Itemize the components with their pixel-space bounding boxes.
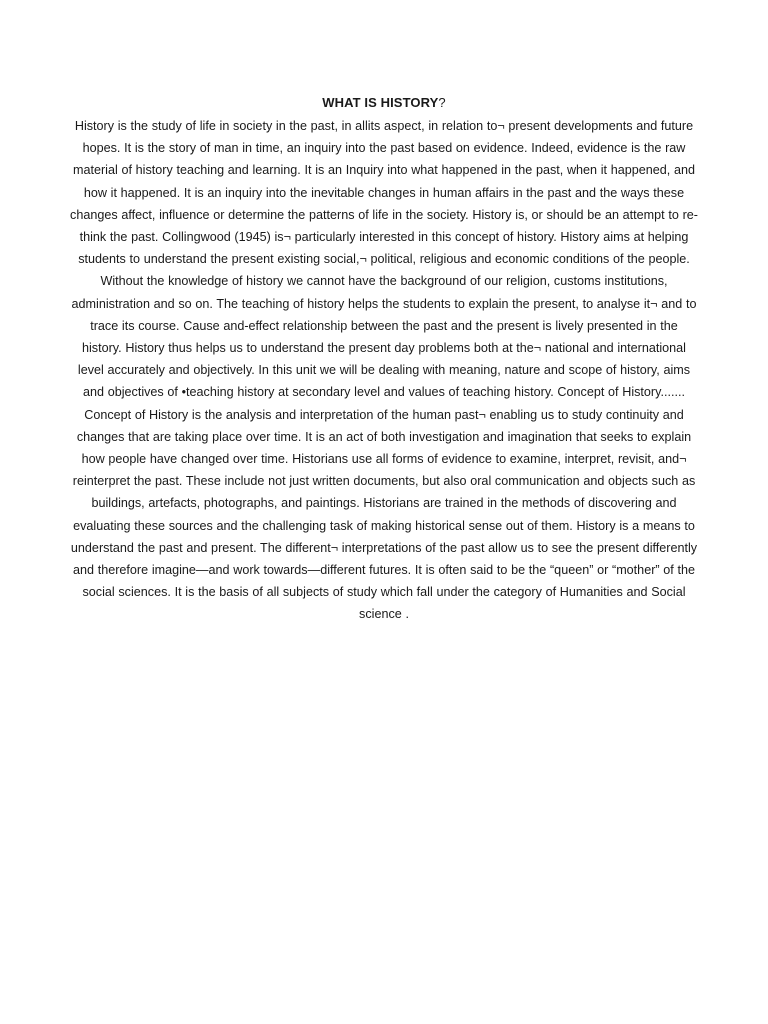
body-paragraph: History is the study of life in society in the past, in allits aspect, in relation to¬ present developments and future hopes. It is the story of man in time, an inquiry into the past based on evidence. Indeed, evidence is the raw material of history teaching and learning. It is an Inquiry into what happened in the past, when it happened, and how it happened. It is an inquiry into the inevitable changes in human affairs in the past and the ways these changes affect, influence or determine the patterns of life in the society. History is, or should be an attempt to re-think the past. Collingwood (1945) is¬ particularly interested in this concept of history. History aims at helping students to understand the present existing social,¬ political, religious and economic conditions of the people. Without the knowledge of history we cannot have the background of our religion, customs institutions, administration and so on. The teaching of history helps the students to explain the present, to analyse it¬ and to trace its course. Cause and-effect relationship between the past and the present is lively presented in the history. History thus helps us to understand the present day problems both at the¬ national and international level accurately and objectively. In this unit we will be dealing with meaning, nature and scope of history, aims and objectives of •teaching history at secondary level and values of teaching history. Concept of History....... Concept of History is the analysis and interpretation of the human past¬ enabling us to study continuity and changes that are taking place over time. It is an act of both investigation and imagination that seeks to explain how people have changed over time. Historians use all forms of evidence to examine, interpret, revisit, and¬ reinterpret the past. These include not just written documents, but also oral communication and objects such as buildings, artefacts, photographs, and paintings. Historians are trained in the methods of discovering and evaluating these sources and the challenging task of making historical sense out of them. History is a means to understand the past and present. The different¬ interpretations of the past allow us to see the present differently and therefore imagine—and work towards—different futures. It is often said to be the “queen” or “mother” of the social sciences. It is the basis of all subjects of study which fall under the category of Humanities and Social science .	[70, 119, 698, 622]
page-title	[70, 93, 698, 113]
document-content	[70, 93, 698, 626]
page-title-mark: ?	[438, 95, 446, 110]
page-title-text: WHAT IS HISTORY	[322, 95, 439, 110]
